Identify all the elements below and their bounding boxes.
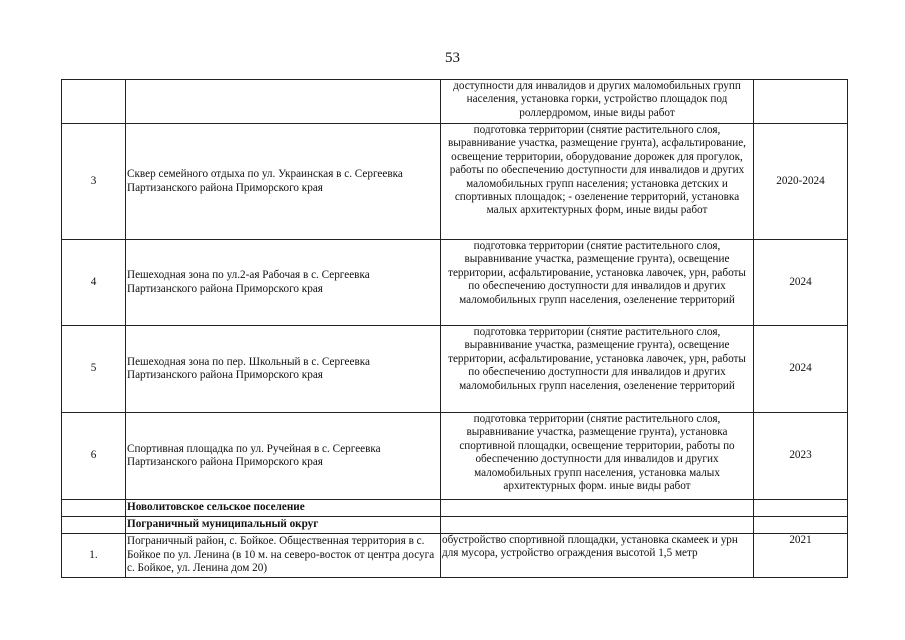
empty-cell (62, 500, 126, 517)
implementation-period (754, 80, 848, 124)
row-number: 1. (62, 534, 126, 578)
row-number: 5 (62, 326, 126, 413)
implementation-period: 2024 (754, 240, 848, 326)
row-number: 3 (62, 124, 126, 240)
works-description: подготовка территории (снятие растительного слоя, выравнивание участка, размещение грунта), установка спортивной площадки, освещение территории, работы по обеспечению доступности для инвалидов и других маломобильных групп населения, установка малых архитектурных форм. иные виды работ (441, 413, 754, 500)
works-description: подготовка территории (снятие растительного слоя, выравнивание участка, размещение грунта), освещение территории, асфальтирование, установка лавочек, урн, работы по обеспечению доступности для инвалидов и других маломобильных групп населения, озеленение территорий (441, 326, 754, 413)
section-title: Пограничный муниципальный округ (126, 517, 441, 534)
table-row (62, 124, 848, 240)
empty-cell (441, 517, 754, 534)
table-row (62, 240, 848, 326)
territory-name (126, 80, 441, 124)
works-description: доступности для инвалидов и других маломобильных групп населения, установка горки, устройство площадок под роллердромом, иные виды работ (441, 80, 754, 124)
page-number: 53 (445, 50, 460, 66)
empty-cell (62, 517, 126, 534)
table-row (62, 534, 848, 578)
section-title: Новолитовское сельское поселение (126, 500, 441, 517)
empty-cell (441, 500, 754, 517)
row-number: 6 (62, 413, 126, 500)
implementation-period: 2023 (754, 413, 848, 500)
works-description: подготовка территории (снятие растительного слоя, выравнивание участка, размещение грунта), освещение территории, асфальтирование, установка лавочек, урн, работы по обеспечению доступности для инвалидов и других маломобильных групп населения, озеленение территорий (441, 240, 754, 326)
section-row (62, 500, 848, 517)
implementation-period: 2021 (754, 534, 848, 578)
empty-cell (754, 500, 848, 517)
territory-name: Пешеходная зона по ул.2-ая Рабочая в с. Сергеевка Партизанского района Приморского края (126, 240, 441, 326)
row-number (62, 80, 126, 124)
territory-name: Пешеходная зона по пер. Школьный в с. Сергеевка Партизанского района Приморского края (126, 326, 441, 413)
implementation-period: 2020-2024 (754, 124, 848, 240)
works-description: подготовка территории (снятие растительного слоя, выравнивание участка, размещение грунта), асфальтирование, освещение территории, оборудование дорожек для прогулок, работы по обеспечению доступности для инвалидов и других маломобильных групп населения; установка детских и спортивных площадок; - озеленение территорий, установка малых архитектурных форм, иные виды работ (441, 124, 754, 240)
works-description: обустройство спортивной площадки, установка скамеек и урн для мусора, устройство ограждения высотой 1,5 метр (441, 534, 754, 578)
table-row (62, 326, 848, 413)
table-row (62, 413, 848, 500)
section-row (62, 517, 848, 534)
table-row (62, 80, 848, 124)
row-number: 4 (62, 240, 126, 326)
territory-name: Пограничный район, с. Бойкое. Общественная территория в с. Бойкое по ул. Ленина (в 10 м. на северо-восток от центра досуга с. Бойкое, ул. Ленина дом 20) (126, 534, 441, 578)
territory-name: Спортивная площадка по ул. Ручейная в с. Сергеевка Партизанского района Приморского края (126, 413, 441, 500)
empty-cell (754, 517, 848, 534)
implementation-period: 2024 (754, 326, 848, 413)
works-table (61, 79, 848, 578)
territory-name: Сквер семейного отдыха по ул. Украинская в с. Сергеевка Партизанского района Приморского края (126, 124, 441, 240)
